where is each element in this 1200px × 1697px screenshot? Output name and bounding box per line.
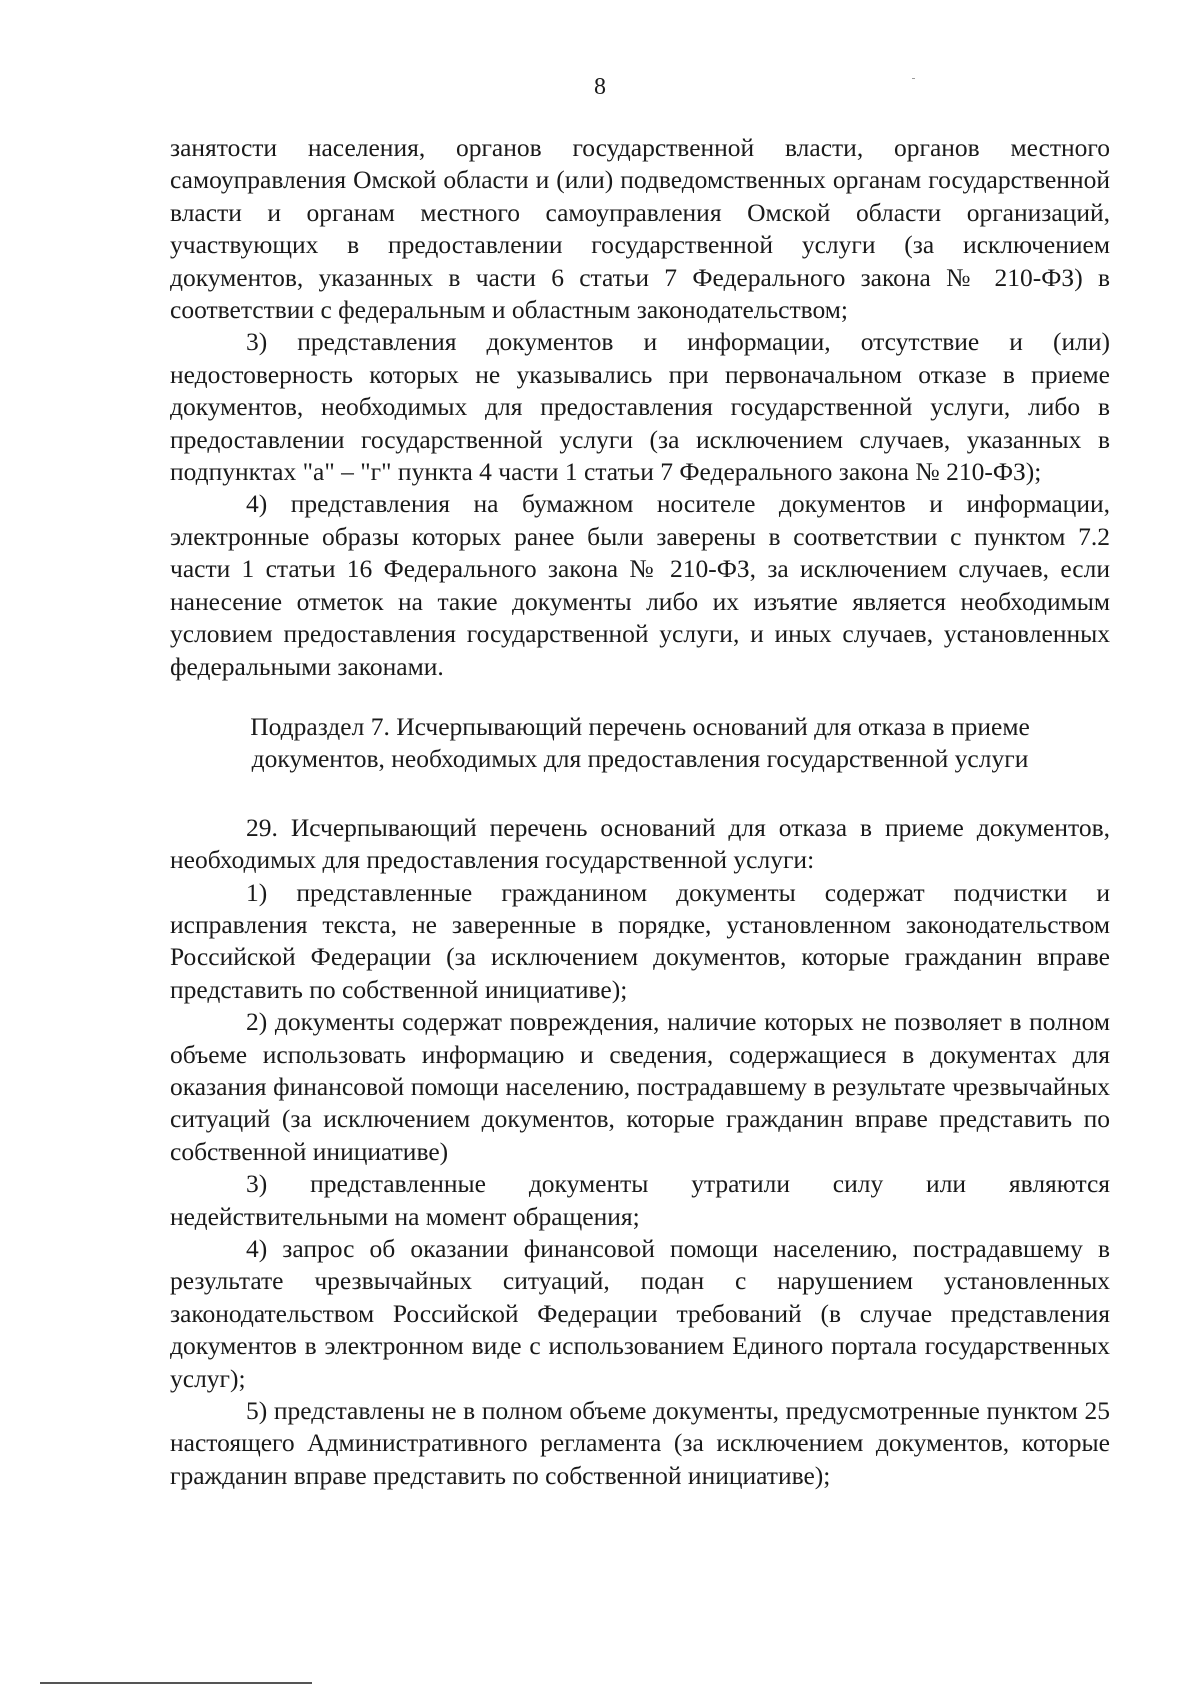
paragraph-ground-5: 5) представлены не в полном объеме документы, предусмотренные пунктом 25 настоящего Административного регламента (за исключением документов, которые гражданин вправе представить по собственной инициативе);: [170, 1396, 1110, 1490]
paragraph-ground-1: 1) представленные гражданином документы содержат подчистки и исправления текста, не заверенные в порядке, установленном законодательством Российской Федерации (за исключением документов, которые гражданин вправе представить по собственной инициативе);: [170, 877, 1110, 1004]
paragraph-ground-4: 4) запрос об оказании финансовой помощи населению, пострадавшему в результате чрезвычайных ситуаций, подан с нарушением установленных законодательством Российской Федерации требований (в случае представления документов в электронном виде с использованием Единого портала государственных услуг);: [170, 1234, 1110, 1393]
scan-artifact: [912, 78, 915, 79]
paragraph-29: 29. Исчерпывающий перечень оснований для отказа в приеме документов, необходимых для предоставления государственной услуги:: [170, 812, 1110, 875]
paragraph-ground-3: 3) представленные документы утратили силу или являются недействительными на момент обращения;: [170, 1169, 1110, 1231]
document-body: [170, 132, 1110, 1492]
page-number: 8: [594, 74, 606, 100]
section-heading-line-1: Подраздел 7. Исчерпывающий перечень оснований для отказа в приеме: [250, 711, 1030, 741]
section-heading: [170, 711, 1110, 776]
section-heading-line-2: документов, необходимых для предоставления государственной услуги: [251, 744, 1029, 774]
paragraph-item-4: 4) представления на бумажном носителе документов и информации, электронные образы которых ранее были заверены в соответствии с пунктом 7.2 части 1 статьи 16 Федерального закона № 210-ФЗ, за исключением случаев, если нанесение отметок на такие документы либо их изъятие является необходимым условием предоставления государственной услуги, и иных случаев, установленных федеральными законами.: [170, 489, 1110, 681]
footer-rule: [40, 1682, 312, 1684]
paragraph-continuation: занятости населения, органов государственной власти, органов местного самоуправления Омской области и (или) подведомственных органам государственной власти и органам местного самоуправления Омской области организаций, участвующих в предоставлении государственной услуги (за исключением документов, указанных в части 6 статьи 7 Федерального закона № 210-ФЗ) в соответствии с федеральным и областным законодательством;: [170, 133, 1110, 325]
paragraph-ground-2: 2) документы содержат повреждения, наличие которых не позволяет в полном объеме использовать информацию и сведения, содержащиеся в документах для оказания финансовой помощи населению, пострадавшему в результате чрезвычайных ситуаций (за исключением документов, которые гражданин вправе представить по собственной инициативе): [170, 1007, 1110, 1166]
paragraph-item-3: 3) представления документов и информации, отсутствие и (или) недостоверность которых не указывались при первоначальном отказе в приеме документов, необходимых для предоставления государственной услуги, либо в предоставлении государственной услуги (за исключением случаев, указанных в подпунктах "а" – "г" пункта 4 части 1 статьи 7 Федерального закона № 210-ФЗ);: [170, 327, 1110, 487]
